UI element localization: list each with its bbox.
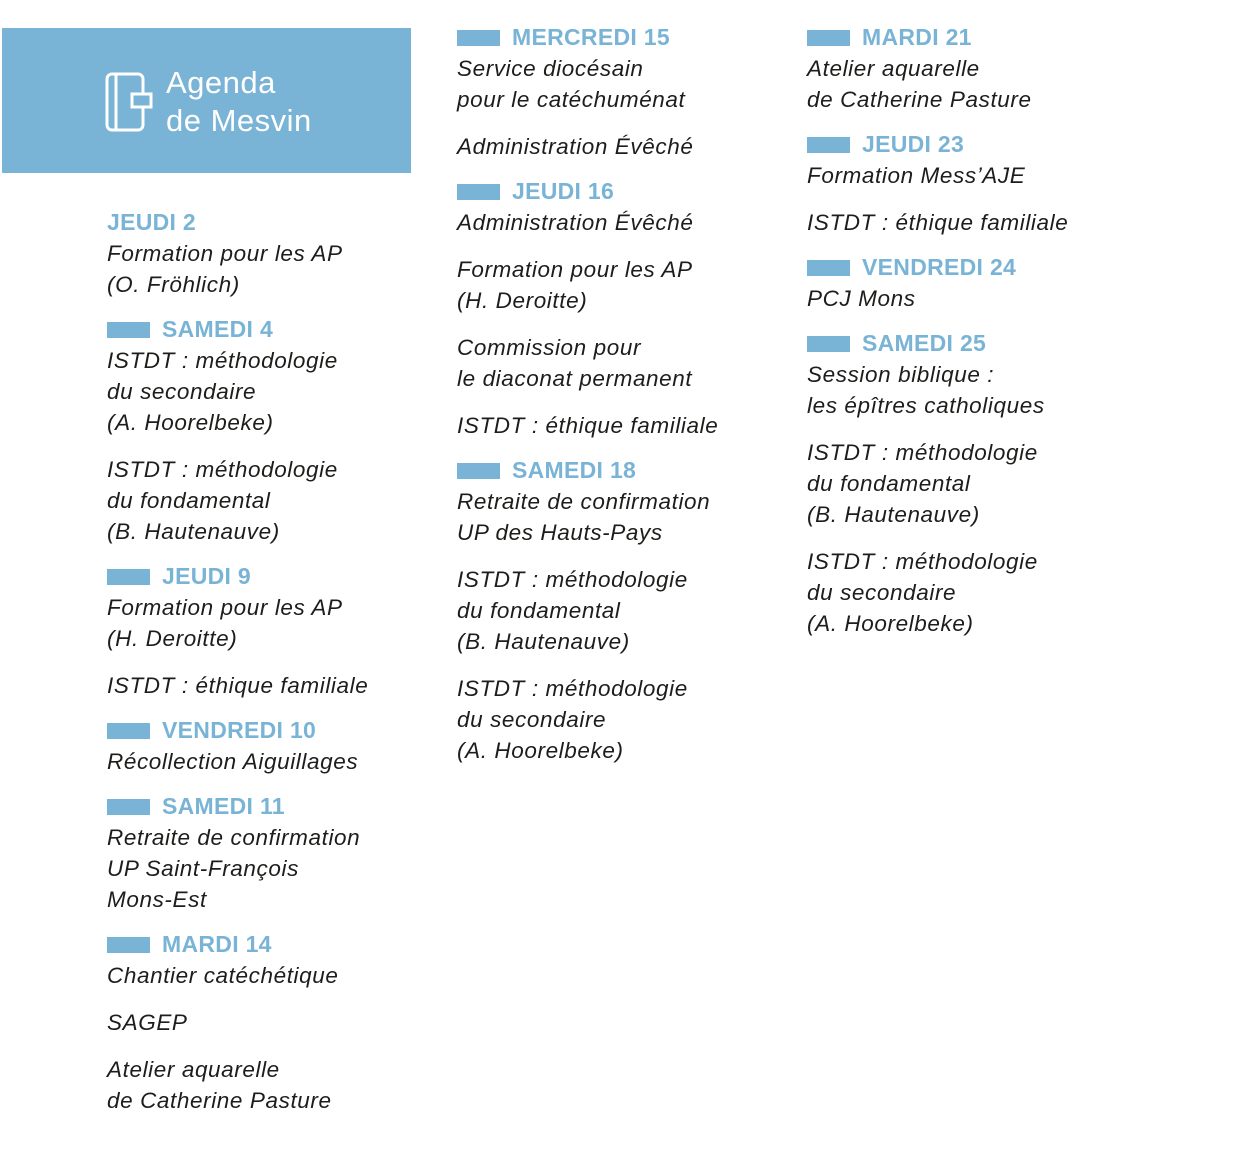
agenda-title-line1: Agenda <box>166 65 276 100</box>
agenda-entry <box>107 670 447 701</box>
agenda-entry <box>457 131 797 162</box>
day-marker-bar <box>107 937 150 953</box>
agenda-entry <box>807 53 1147 115</box>
day-marker-bar <box>107 322 150 338</box>
entry-line: du fondamental <box>807 471 971 496</box>
agenda-entry <box>457 486 797 548</box>
entry-line: ISTDT : méthodologie <box>457 567 688 592</box>
day-marker-bar <box>807 30 850 46</box>
entry-line: SAGEP <box>107 1010 188 1035</box>
agenda-entry <box>107 960 447 991</box>
day-marker-bar <box>807 336 850 352</box>
entry-line: PCJ Mons <box>807 286 916 311</box>
entry-line: Commission pour <box>457 335 642 360</box>
day-heading <box>107 207 447 238</box>
entry-line: (A. Hoorelbeke) <box>107 410 274 435</box>
agenda-entry <box>457 332 797 394</box>
day-label: MARDI 14 <box>162 931 272 957</box>
agenda-column-2 <box>457 22 797 780</box>
entry-line: Formation pour les AP <box>457 257 693 282</box>
agenda-day <box>807 22 1147 115</box>
agenda-entry <box>457 207 797 238</box>
entry-line: les épîtres catholiques <box>807 393 1045 418</box>
agenda-entry <box>107 592 447 654</box>
entry-line: du fondamental <box>107 488 271 513</box>
agenda-day <box>457 22 797 162</box>
day-heading <box>457 455 797 486</box>
agenda-entry <box>457 673 797 766</box>
day-marker-bar <box>107 723 150 739</box>
agenda-day <box>807 129 1147 238</box>
entry-line: du secondaire <box>107 379 257 404</box>
entry-line: ISTDT : éthique familiale <box>457 413 719 438</box>
agenda-entry <box>457 254 797 316</box>
agenda-entry <box>107 746 447 777</box>
day-label: JEUDI 2 <box>107 209 197 235</box>
entry-line: ISTDT : méthodologie <box>807 549 1038 574</box>
entry-line: ISTDT : éthique familiale <box>107 673 369 698</box>
entry-line: (B. Hautenauve) <box>107 519 280 544</box>
agenda-day <box>107 715 447 777</box>
day-label: JEUDI 9 <box>162 563 252 589</box>
entry-line: Atelier aquarelle <box>107 1057 280 1082</box>
entry-line: (O. Fröhlich) <box>107 272 240 297</box>
agenda-entry <box>807 546 1147 639</box>
entry-line: Récollection Aiguillages <box>107 749 359 774</box>
entry-line: (H. Deroitte) <box>457 288 588 313</box>
day-marker-bar <box>107 799 150 815</box>
day-heading <box>107 314 447 345</box>
day-heading <box>807 252 1147 283</box>
entry-line: ISTDT : méthodologie <box>457 676 688 701</box>
day-heading <box>457 22 797 53</box>
entry-line: de Catherine Pasture <box>807 87 1032 112</box>
agenda-title <box>166 64 312 140</box>
entry-line: ISTDT : méthodologie <box>107 348 338 373</box>
entry-line: ISTDT : méthodologie <box>107 457 338 482</box>
agenda-entry <box>457 53 797 115</box>
day-heading <box>107 929 447 960</box>
entry-line: UP Saint-François <box>107 856 299 881</box>
day-marker-bar <box>457 463 500 479</box>
entry-line: Retraite de confirmation <box>457 489 711 514</box>
entry-line: ISTDT : méthodologie <box>807 440 1038 465</box>
day-marker-bar <box>807 137 850 153</box>
agenda-day <box>107 561 447 701</box>
day-heading <box>107 791 447 822</box>
day-label: JEUDI 16 <box>512 178 615 204</box>
entry-line: Chantier catéchétique <box>107 963 339 988</box>
agenda-entry <box>107 345 447 438</box>
day-heading <box>107 561 447 592</box>
day-label: MARDI 21 <box>862 24 972 50</box>
day-heading <box>807 328 1147 359</box>
entry-line: Atelier aquarelle <box>807 56 980 81</box>
entry-line: Mons-Est <box>107 887 207 912</box>
entry-line: (A. Hoorelbeke) <box>457 738 624 763</box>
agenda-entry <box>107 238 447 300</box>
day-marker-bar <box>107 569 150 585</box>
entry-line: de Catherine Pasture <box>107 1088 332 1113</box>
day-heading <box>107 715 447 746</box>
agenda-day <box>107 929 447 1116</box>
agenda-entry <box>807 160 1147 191</box>
day-heading <box>807 22 1147 53</box>
day-label: VENDREDI 10 <box>162 717 317 743</box>
agenda-entry <box>457 410 797 441</box>
agenda-day <box>107 314 447 547</box>
agenda-entry <box>107 822 447 915</box>
agenda-day <box>107 791 447 915</box>
entry-line: Retraite de confirmation <box>107 825 361 850</box>
entry-line: du fondamental <box>457 598 621 623</box>
entry-line: Formation pour les AP <box>107 595 343 620</box>
entry-line: du secondaire <box>457 707 607 732</box>
agenda-day <box>457 176 797 441</box>
day-marker-bar <box>457 184 500 200</box>
day-label: SAMEDI 4 <box>162 316 274 342</box>
entry-line: le diaconat permanent <box>457 366 693 391</box>
book-icon <box>104 70 154 134</box>
agenda-entry <box>807 437 1147 530</box>
day-marker-bar <box>807 260 850 276</box>
day-heading <box>457 176 797 207</box>
day-label: SAMEDI 25 <box>862 330 987 356</box>
agenda-entry <box>807 283 1147 314</box>
agenda-title-line2: de Mesvin <box>166 103 312 138</box>
agenda-entry <box>107 1054 447 1116</box>
entry-line: Administration Évêché <box>457 134 694 159</box>
entry-line: (B. Hautenauve) <box>457 629 630 654</box>
agenda-entry <box>807 359 1147 421</box>
day-marker-bar <box>457 30 500 46</box>
entry-line: (B. Hautenauve) <box>807 502 980 527</box>
agenda-column-1 <box>107 207 447 1130</box>
agenda-entry <box>457 564 797 657</box>
agenda-day <box>807 252 1147 314</box>
day-label: VENDREDI 24 <box>862 254 1017 280</box>
entry-line: UP des Hauts-Pays <box>457 520 663 545</box>
entry-line: (H. Deroitte) <box>107 626 238 651</box>
entry-line: Formation Mess’AJE <box>807 163 1026 188</box>
day-label: SAMEDI 18 <box>512 457 637 483</box>
agenda-day <box>107 207 447 300</box>
day-heading <box>807 129 1147 160</box>
entry-line: Administration Évêché <box>457 210 694 235</box>
day-label: SAMEDI 11 <box>162 793 285 819</box>
entry-line: pour le catéchuménat <box>457 87 686 112</box>
entry-line: Session biblique : <box>807 362 995 387</box>
entry-line: Formation pour les AP <box>107 241 343 266</box>
agenda-entry <box>807 207 1147 238</box>
day-label: MERCREDI 15 <box>512 24 670 50</box>
agenda-column-3 <box>807 22 1147 653</box>
entry-line: ISTDT : éthique familiale <box>807 210 1069 235</box>
agenda-day <box>457 455 797 766</box>
agenda-entry <box>107 454 447 547</box>
agenda-day <box>807 328 1147 639</box>
agenda-entry <box>107 1007 447 1038</box>
day-label: JEUDI 23 <box>862 131 965 157</box>
entry-line: Service diocésain <box>457 56 644 81</box>
entry-line: du secondaire <box>807 580 957 605</box>
entry-line: (A. Hoorelbeke) <box>807 611 974 636</box>
